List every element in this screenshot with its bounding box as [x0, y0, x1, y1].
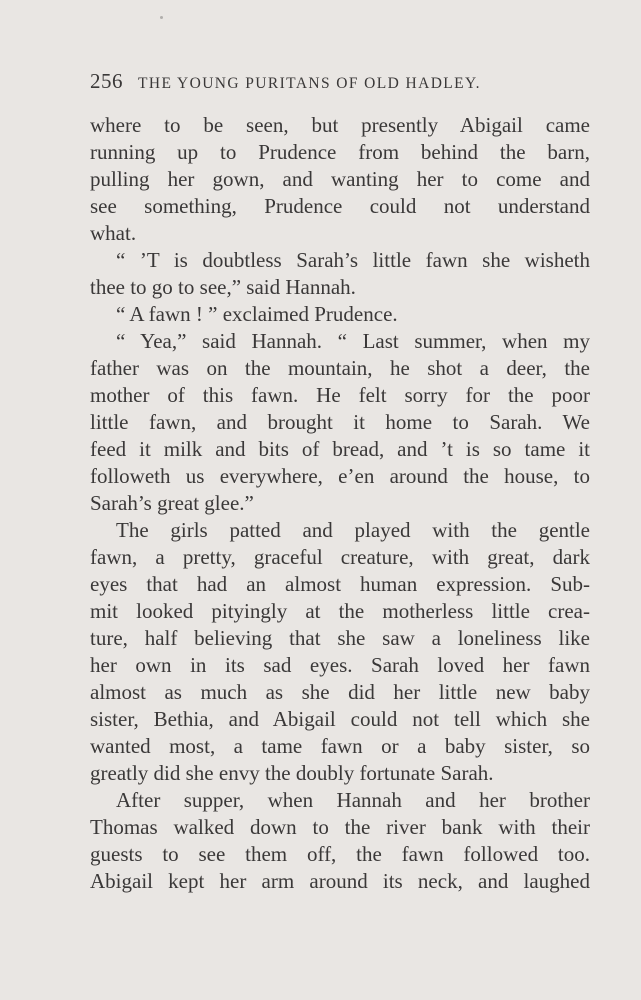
- text-line: guests to see them off, the fawn followed too.: [90, 842, 590, 866]
- text-line: where to be seen, but presently Abigail came: [90, 113, 590, 137]
- paper-speck: [160, 16, 163, 19]
- running-title: THE YOUNG PURITANS OF OLD HADLEY.: [138, 75, 481, 92]
- text-line: mother of this fawn. He felt sorry for the poor: [90, 383, 590, 407]
- text-line: her own in its sad eyes. Sarah loved her fawn: [90, 653, 590, 677]
- text-line: pulling her gown, and wanting her to come and: [90, 167, 590, 191]
- text-line: mit looked pityingly at the motherless little crea-: [90, 599, 590, 623]
- text-line: eyes that had an almost human expression. Sub-: [90, 572, 590, 596]
- text-line: wanted most, a tame fawn or a baby sister, so: [90, 734, 590, 758]
- text-line: After supper, when Hannah and her brother: [116, 788, 590, 812]
- text-line: running up to Prudence from behind the barn,: [90, 140, 590, 164]
- text-line: sister, Bethia, and Abigail could not tell which she: [90, 707, 590, 731]
- text-line: see something, Prudence could not understand: [90, 194, 590, 218]
- page-number: 256: [90, 69, 123, 93]
- text-line: fawn, a pretty, graceful creature, with great, dark: [90, 545, 590, 569]
- text-line: little fawn, and brought it home to Sarah. We: [90, 410, 590, 434]
- text-line: father was on the mountain, he shot a deer, the: [90, 356, 590, 380]
- text-line: “ A fawn ! ” exclaimed Prudence.: [116, 302, 398, 326]
- text-line: ture, half believing that she saw a loneliness like: [90, 626, 590, 650]
- text-line: Abigail kept her arm around its neck, and laughed: [90, 869, 590, 893]
- text-line: what.: [90, 221, 137, 245]
- text-line: feed it milk and bits of bread, and ’t is so tame it: [90, 437, 590, 461]
- text-line: “ Yea,” said Hannah. “ Last summer, when my: [116, 329, 590, 353]
- text-line: Sarah’s great glee.”: [90, 491, 254, 515]
- text-line: thee to go to see,” said Hannah.: [90, 275, 356, 299]
- text-line: greatly did she envy the doubly fortunate Sarah.: [90, 761, 494, 785]
- running-header: [90, 66, 590, 99]
- text-line: Thomas walked down to the river bank with their: [90, 815, 590, 839]
- text-line: almost as much as she did her little new baby: [90, 680, 590, 704]
- text-line: “ ’T is doubtless Sarah’s little fawn she wisheth: [116, 248, 590, 272]
- text-line: The girls patted and played with the gentle: [116, 518, 590, 542]
- text-line: followeth us everywhere, e’en around the house, to: [90, 464, 590, 488]
- body-text: [90, 112, 590, 895]
